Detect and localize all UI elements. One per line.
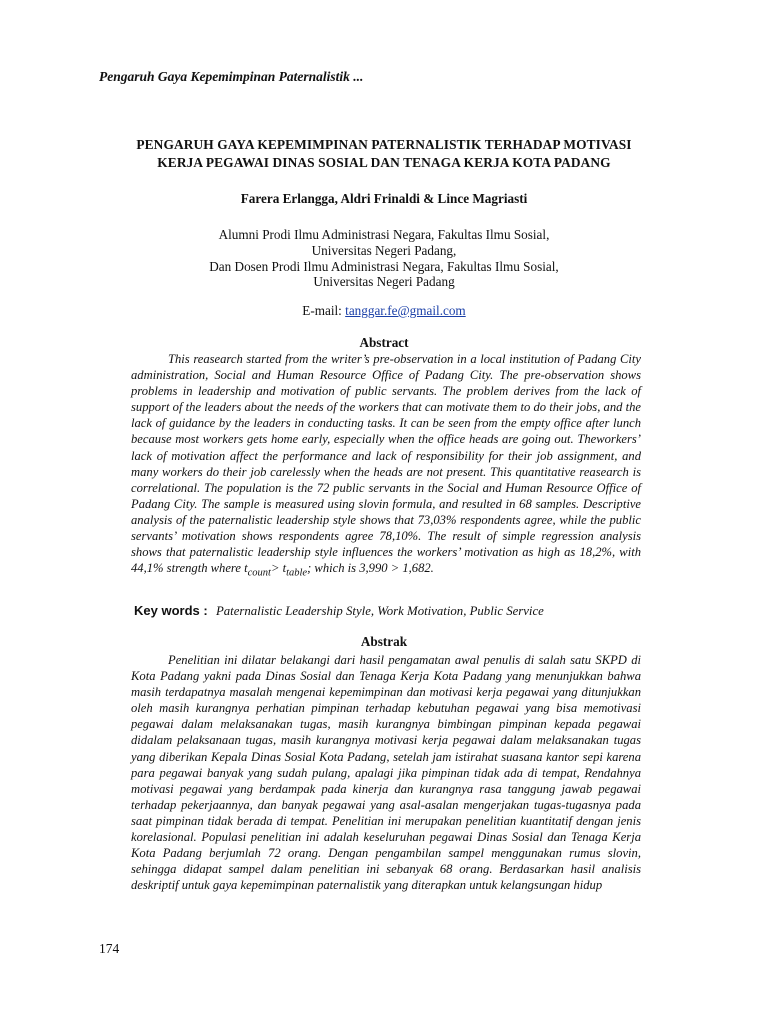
running-header: Pengaruh Gaya Kepemimpinan Paternalistik ... [99,69,364,84]
abstract-text-end: ; which is 3,990 > 1,682. [307,561,434,576]
contact-email [110,303,658,319]
abstrak-paragraph: Penelitian ini dilatar belakangi dari hasil pengamatan awal penulis di salah satu SKPD di Kota Padang yakni pada Dinas Sosial dan Tenaga Kerja Kota Padang yang menunjukkan bahwa masih terdapatnya masalah mengenai kepemimpinan dan motivasi kerja pegawai yang ditunjukkan oleh masih kurangnya perhatian pimpinan terhadap kebutuhan pegawai yang bisa memotivasi pegawai dalam melaksanakan tugas, masih kurangnya bimbingan pimpinan kepada pegawai didalam pelaksanaan tugas, masih kurangnya motivasi kerja pegawai dalam melaksanakan tugas yang diberikan Kepala Dinas Sosial Kota Padang, setelah jam istirahat suasana kantor sepi karena para pegawai banyak yang sudah pulang, apalagi jika pimpinan tidak ada di tempat, Rendahnya motivasi pegawai yang berdampak pada kinerja dan kurangnya rasa tanggung jawab pegawai terhadap pekerjaannya, dan banyak pegawai yang asal-asalan mengerjakan tugas-tugasnya pada saat pimpinan tidak berada di tempat. Penelitian ini merupakan penelitian kuantitatif dengan jenis korelasional. Populasi penelitian ini adalah keseluruhan pegawai Dinas Sosial dan Tenaga Kerja Kota Padang berjumlah 72 orang. Dengan pengambilan sampel menggunakan rumus slovin, sehingga didapat sampel dalam penelitian ini sebanyak 68 orang. Berdasarkan hasil analisis deskriptif untuk gaya kepemimpinan paternalistik yang diterapkan untuk kelangsungan hidup [131,653,641,893]
abstract-heading: Abstract [359,335,409,350]
paper-title-line-1: PENGARUH GAYA KEPEMIMPINAN PATERNALISTIK TERHADAP MOTIVASI [136,137,632,152]
affiliation-line-1: Alumni Prodi Ilmu Administrasi Negara, Fakultas Ilmu Sosial, [218,227,550,242]
email-label: E-mail: [302,303,342,318]
affiliation-line-2: Universitas Negeri Padang, [311,242,457,258]
paper-title-line-2: KERJA PEGAWAI DINAS SOSIAL DAN TENAGA KERJA KOTA PADANG [157,155,611,170]
t-table-subscript: table [286,567,308,579]
abstrak-heading: Abstrak [360,634,408,649]
abstract-paragraph [131,351,641,582]
keywords-line [134,603,544,619]
page-number: 174 [99,941,120,956]
keywords-label: Key words : [134,603,208,618]
t-count-subscript: count [247,567,271,579]
author-list: Farera Erlangga, Aldri Frinaldi & Lince Magriasti [240,191,528,206]
email-link[interactable]: tanggar.fe@gmail.com [345,303,466,318]
affiliation-line-4: Universitas Negeri Padang [313,274,455,290]
author-affiliation [110,227,658,290]
formula-comparison: > t [270,561,287,576]
keywords-value: Paternalistic Leadership Style, Work Motivation, Public Service [215,604,544,618]
affiliation-line-3: Dan Dosen Prodi Ilmu Administrasi Negara, Fakultas Ilmu Sosial, [209,258,559,274]
abstract-text: This reasearch started from the writer’s pre-observation in a local institution of Padang City administration, Social and Human Resource Office of Padang City. The pre-observation shows problems in leadership and motivation of public servants. The problem derives from the lack of support of the leaders about the needs of the workers that can motivate them to do their jobs, and the lack of guidance by the leaders in conducting tasks. It can be seen from the empty office after lunch because most workers gets home early, especially when the office heads are going out. Theworkers’ lack of motivation affect the performance and lack of responsibility for their job assignment, and many workers do their job carelessly when the heads are not present. This quantitative reasearch is correlational. The population is the 72 public servants in the Social and Human Resource Office of Padang City. The sample is measured using slovin formula, and resulted in 68 samples. Descriptive analysis of the paternalistic leadership style shows that 73,03% respondents agree, while the public servants’ motivation shows respondents agree 78,10%. The result of simple regression analysis shows that paternalistic leadership style influences the workers’ motivation as high as 18,2%, with 44,1% strength where t [131,352,641,576]
paper-title [110,136,658,172]
